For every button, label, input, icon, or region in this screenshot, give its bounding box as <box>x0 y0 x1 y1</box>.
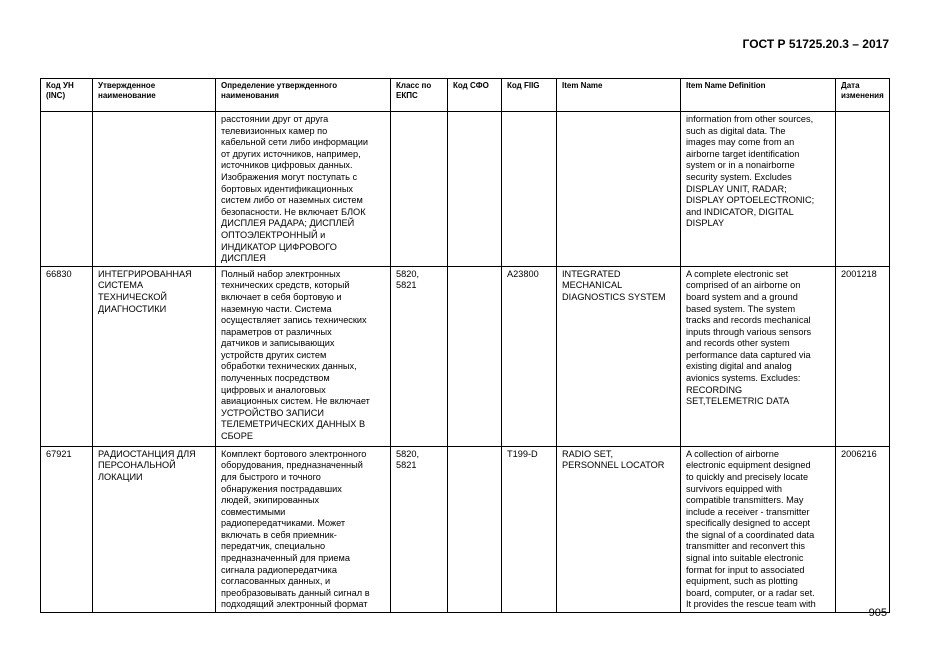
table-header-row <box>41 79 890 112</box>
cell-fiig-code <box>502 112 557 267</box>
column-header-fiig-code: Код FIIG <box>502 79 557 112</box>
cell-ekps-class <box>391 112 448 267</box>
column-header-ekps-class: Класс по ЕКПС <box>391 79 448 112</box>
cell-item-definition: information from other sources, such as digital data. The images may come from an airborne target identification system or in a nonairborne security system. Excludes DISPLAY UNIT, RADAR; DISPLAY OPTOELECTRONIC; and INDICATOR, DIGITAL DISPLAY <box>681 112 836 267</box>
table-row <box>41 446 890 612</box>
cell-item-name: INTEGRATED MECHANICAL DIAGNOSTICS SYSTEM <box>557 266 681 446</box>
column-header-sfo-code: Код СФО <box>448 79 502 112</box>
cell-fiig-code: A23800 <box>502 266 557 446</box>
cell-item-name <box>557 112 681 267</box>
cell-ekps-class: 5820, 5821 <box>391 266 448 446</box>
column-header-change-date: Дата изменения <box>836 79 890 112</box>
cell-change-date <box>836 112 890 267</box>
column-header-name-ru: Утвержденное наименование <box>93 79 216 112</box>
cell-inc: 66830 <box>41 266 93 446</box>
cell-inc <box>41 112 93 267</box>
cell-ekps-class: 5820, 5821 <box>391 446 448 612</box>
column-header-item-name: Item Name <box>557 79 681 112</box>
catalog-table <box>40 78 890 613</box>
cell-sfo-code <box>448 266 502 446</box>
cell-change-date: 2001218 <box>836 266 890 446</box>
document-standard-header: ГОСТ Р 51725.20.3 – 2017 <box>742 37 889 51</box>
cell-definition-ru: расстоянии друг от друга телевизионных камер по кабельной сети либо информации от других источников, например, источников цифровых данных. Изображения могут поступать с бортовых идентификационных систем либо от наземных систем безопасности. Не включает БЛОК ДИСПЛЕЯ РАДАРА; ДИСПЛЕЙ ОПТОЭЛЕКТРОННЫЙ и ИНДИКАТОР ЦИФРОВОГО ДИСПЛЕЯ <box>216 112 391 267</box>
page-number: 905 <box>868 607 887 619</box>
cell-inc: 67921 <box>41 446 93 612</box>
cell-name-ru: РАДИОСТАНЦИЯ ДЛЯ ПЕРСОНАЛЬНОЙ ЛОКАЦИИ <box>93 446 216 612</box>
cell-fiig-code: T199-D <box>502 446 557 612</box>
cell-name-ru <box>93 112 216 267</box>
column-header-item-definition: Item Name Definition <box>681 79 836 112</box>
table-row <box>41 266 890 446</box>
cell-item-definition: A complete electronic set comprised of an airborne on board system and a ground based system. The system tracks and records mechanical inputs through various sensors and records other system performance data captured via existing digital and analog avionics systems. Excludes: RECORDING SET,TELEMETRIC DATA <box>681 266 836 446</box>
cell-item-definition: A collection of airborne electronic equipment designed to quickly and precisely locate survivors equipped with compatible transmitters. May include a receiver - transmitter specifically designed to accept the signal of a coordinated data transmitter and reconvert this signal into suitable electronic format for input to associated equipment, such as plotting board, computer, or a radar set. It provides the rescue team with <box>681 446 836 612</box>
cell-change-date: 2006216 <box>836 446 890 612</box>
cell-definition-ru: Комплект бортового электронного оборудования, предназначенный для быстрого и точного обнаружения пострадавших людей, экипированных совместимыми радиопередатчиками. Может включать в себя приемник- передатчик, специально предназначенный для приема сигнала радиопередатчика согласованных данных, и преобразовывать данный сигнал в подходящий электронный формат <box>216 446 391 612</box>
cell-item-name: RADIO SET, PERSONNEL LOCATOR <box>557 446 681 612</box>
cell-sfo-code <box>448 112 502 267</box>
column-header-inc: Код УН (INC) <box>41 79 93 112</box>
cell-name-ru: ИНТЕГРИРОВАННАЯ СИСТЕМА ТЕХНИЧЕСКОЙ ДИАГНОСТИКИ <box>93 266 216 446</box>
column-header-definition-ru: Определение утвержденного наименования <box>216 79 391 112</box>
cell-sfo-code <box>448 446 502 612</box>
table-row <box>41 112 890 267</box>
cell-definition-ru: Полный набор электронных технических средств, который включает в себя бортовую и наземную части. Система осуществляет запись технических параметров от различных датчиков и записывающих устройств других систем обработки технических данных, полученных посредством цифровых и аналоговых авиационных систем. Не включает УСТРОЙСТВО ЗАПИСИ ТЕЛЕМЕТРИЧЕСКИХ ДАННЫХ В СБОРЕ <box>216 266 391 446</box>
